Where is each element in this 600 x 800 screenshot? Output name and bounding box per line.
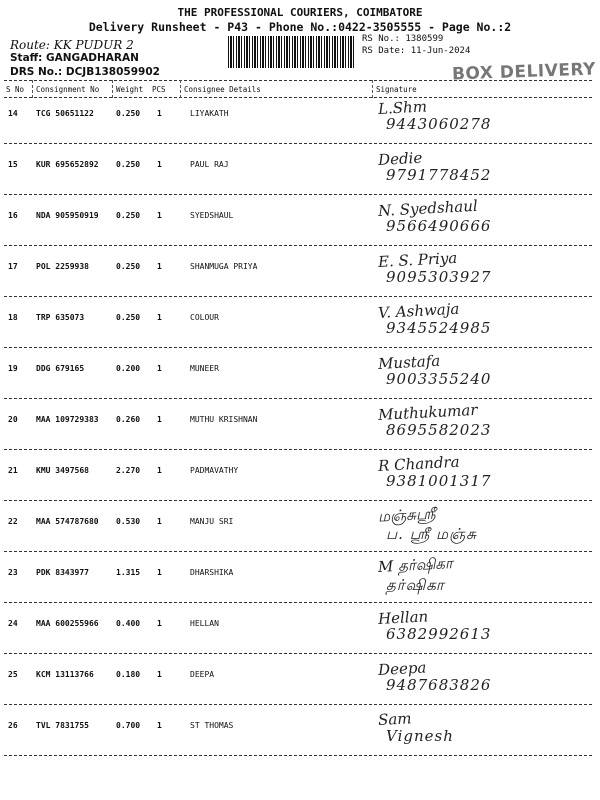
row-weight: 0.530 — [116, 517, 141, 526]
handwritten-signature — [377, 196, 492, 235]
row-weight: 2.270 — [116, 466, 141, 475]
row-consignment: TVL 7831755 — [36, 721, 89, 730]
signature-name: E. S. Priya — [377, 248, 458, 271]
handwritten-signature — [378, 454, 491, 490]
row-consignment: NDA 905950919 — [36, 211, 99, 220]
row-consignee: ST THOMAS — [190, 721, 234, 730]
row-sno: 26 — [8, 721, 18, 730]
row-separator — [4, 500, 592, 501]
row-weight: 0.250 — [116, 262, 141, 271]
row-separator — [4, 143, 592, 144]
row-pcs: 1 — [157, 670, 162, 679]
signature-phone: 9345524985 — [386, 319, 492, 337]
runsheet-title: THE PROFESSIONAL COURIERS, COIMBATORE — [177, 6, 423, 19]
signature-phone: 9487683826 — [386, 676, 492, 694]
route-label: Route: KK PUDUR 2 — [10, 38, 134, 52]
row-sno: 17 — [8, 262, 18, 271]
row-sno: 20 — [8, 415, 18, 424]
row-pcs: 1 — [157, 517, 162, 526]
row-pcs: 1 — [157, 313, 162, 322]
row-consignment: KUR 695652892 — [36, 160, 99, 169]
row-consignment: KCM 13113766 — [36, 670, 94, 679]
row-consignment: MAA 574787680 — [36, 517, 99, 526]
row-weight: 0.200 — [116, 364, 141, 373]
row-weight: 0.250 — [116, 160, 141, 169]
signature-phone: 9791778452 — [386, 166, 492, 184]
row-weight: 1.315 — [116, 568, 141, 577]
row-separator — [4, 347, 592, 348]
row-weight: 0.400 — [116, 619, 141, 628]
row-sno: 25 — [8, 670, 18, 679]
column-header-signature: Signature — [376, 85, 417, 94]
signature-phone: தர்ஷிகா — [386, 576, 445, 594]
handwritten-signature — [378, 658, 491, 694]
drs-number: DRS No.: DCJB138059902 — [10, 66, 160, 78]
row-consignee: MUNEER — [190, 364, 219, 373]
row-consignment: MAA 600255966 — [36, 619, 99, 628]
column-header-consignment: Consignment No — [36, 85, 100, 94]
handwritten-signature — [378, 709, 454, 745]
header-bottom-rule — [4, 97, 592, 98]
row-pcs: 1 — [157, 466, 162, 475]
runsheet-subtitle: Delivery Runsheet - P43 - Phone No.:0422-3505555 - Page No.:2 — [88, 20, 512, 34]
row-pcs: 1 — [157, 619, 162, 628]
header-top-rule — [4, 80, 592, 81]
row-sno: 24 — [8, 619, 18, 628]
column-divider — [112, 80, 113, 98]
signature-phone: 9003355240 — [386, 370, 492, 388]
column-divider — [180, 80, 181, 98]
column-header-sno: S No — [6, 85, 25, 94]
row-separator — [4, 245, 592, 246]
row-pcs: 1 — [157, 364, 162, 373]
row-sno: 14 — [8, 109, 18, 118]
row-sno: 18 — [8, 313, 18, 322]
signature-name: Dedie — [377, 148, 423, 169]
row-consignee: DEEPA — [190, 670, 215, 679]
signature-phone: 9381001317 — [386, 472, 492, 490]
row-weight: 0.250 — [116, 313, 141, 322]
row-consignee: COLOUR — [190, 313, 219, 322]
handwritten-signature — [378, 250, 491, 286]
row-pcs: 1 — [157, 415, 162, 424]
row-consignment: POL 2259938 — [36, 262, 89, 271]
signature-phone: 9566490666 — [386, 217, 492, 235]
row-sno: 22 — [8, 517, 18, 526]
signature-phone: 9443060278 — [386, 115, 492, 133]
staff-label: Staff: GANGADHARAN — [10, 52, 139, 64]
barcode-image — [228, 36, 356, 68]
signature-phone: Vignesh — [386, 727, 454, 745]
signature-phone: 6382992613 — [386, 625, 492, 643]
row-pcs: 1 — [157, 568, 162, 577]
signature-name: M தர்ஷிகா — [377, 554, 454, 576]
row-consignee: MUTHU KRISHNAN — [190, 415, 258, 424]
column-header-pcs: PCS — [152, 85, 166, 94]
row-consignment: KMU 3497568 — [36, 466, 89, 475]
signature-name: Deepa — [377, 658, 427, 679]
signature-name: N. Syedshaul — [377, 196, 479, 220]
row-consignee: PAUL RAJ — [190, 160, 229, 169]
row-sno: 23 — [8, 568, 18, 577]
row-sno: 15 — [8, 160, 18, 169]
row-consignment: TRP 635073 — [36, 313, 85, 322]
handwritten-signature — [378, 97, 491, 133]
handwritten-signature — [378, 505, 477, 545]
signature-name: R Chandra — [377, 452, 460, 475]
signature-name: Mustafa — [377, 351, 441, 373]
row-consignee: SHANMUGA PRIYA — [190, 262, 258, 271]
signature-name: மஞ்சுஸ்ரீ — [377, 504, 436, 526]
handwritten-signature — [378, 607, 491, 643]
row-pcs: 1 — [157, 211, 162, 220]
row-consignment: TCG 50651122 — [36, 109, 94, 118]
signature-name: Hellan — [377, 607, 429, 628]
row-separator — [4, 602, 592, 603]
row-separator — [4, 653, 592, 654]
signature-name: L.Shm — [377, 97, 428, 118]
signature-phone: ப. ஸ்ரீ மஞ்சு — [386, 525, 477, 543]
row-separator — [4, 755, 592, 756]
signature-phone: 8695582023 — [386, 421, 492, 439]
row-consignee: MANJU SRI — [190, 517, 234, 526]
signature-phone: 9095303927 — [386, 268, 492, 286]
row-consignment: PDK 8343977 — [36, 568, 89, 577]
handwritten-signature — [378, 301, 491, 337]
row-consignee: SYEDSHAUL — [190, 211, 234, 220]
signature-name: V. Ashwaja — [377, 299, 460, 322]
row-consignee: HELLAN — [190, 619, 219, 628]
column-header-weight: Weight — [116, 85, 144, 94]
handwritten-signature — [378, 556, 453, 596]
row-weight: 0.250 — [116, 109, 141, 118]
row-pcs: 1 — [157, 160, 162, 169]
rs-date: RS Date: 11-Jun-2024 — [362, 46, 471, 56]
row-pcs: 1 — [157, 262, 162, 271]
row-consignee: DHARSHIKA — [190, 568, 234, 577]
column-divider — [32, 80, 33, 98]
box-delivery-stamp: BOX DELIVERY — [451, 59, 597, 85]
handwritten-signature — [378, 148, 491, 184]
row-pcs: 1 — [157, 721, 162, 730]
row-consignee: PADMAVATHY — [190, 466, 239, 475]
row-weight: 0.700 — [116, 721, 141, 730]
row-separator — [4, 194, 592, 195]
column-divider — [372, 80, 373, 98]
row-weight: 0.180 — [116, 670, 141, 679]
row-separator — [4, 296, 592, 297]
row-separator — [4, 551, 592, 552]
signature-name: Sam — [377, 709, 412, 729]
row-separator — [4, 398, 592, 399]
row-pcs: 1 — [157, 109, 162, 118]
row-weight: 0.260 — [116, 415, 141, 424]
signature-name: Muthukumar — [377, 400, 478, 424]
row-separator — [4, 449, 592, 450]
handwritten-signature — [378, 352, 491, 388]
row-sno: 16 — [8, 211, 18, 220]
rs-number: RS No.: 1380599 — [362, 34, 444, 44]
row-sno: 19 — [8, 364, 18, 373]
row-consignment: DDG 679165 — [36, 364, 85, 373]
handwritten-signature — [377, 400, 492, 439]
row-separator — [4, 704, 592, 705]
row-sno: 21 — [8, 466, 18, 475]
row-consignee: LIYAKATH — [190, 109, 229, 118]
row-weight: 0.250 — [116, 211, 141, 220]
row-consignment: MAA 109729383 — [36, 415, 99, 424]
column-header-consignee: Consignee Details — [184, 85, 261, 94]
